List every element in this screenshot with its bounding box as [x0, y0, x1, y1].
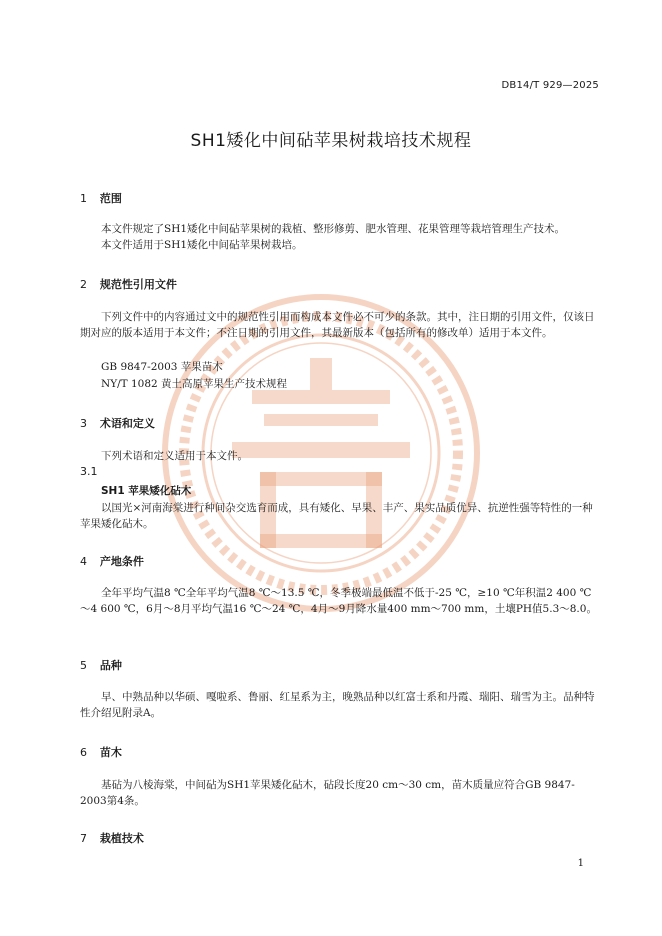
- section-5-heading: [80, 657, 122, 673]
- section-title: 栽植技术: [99, 832, 144, 845]
- section-number: 1: [80, 192, 87, 205]
- document-title: SH1矮化中间砧苹果树栽培技术规程: [190, 131, 472, 151]
- section-3-heading: [80, 415, 155, 431]
- section-7-heading: [80, 830, 144, 846]
- page-number: 1: [577, 858, 584, 869]
- section-3-paragraph: 下列术语和定义适用于本文件。: [101, 450, 248, 462]
- section-title: 术语和定义: [99, 417, 155, 430]
- section-6-paragraph: 基砧为八棱海棠，中间砧为SH1苹果矮化砧木，砧段长度20 cm～30 cm，苗木质量应符合GB 9847-2003第4条。: [80, 779, 575, 807]
- section-2-heading: [80, 276, 177, 292]
- section-2-paragraph: 下列文件中的内容通过文中的规范性引用而构成本文件必不可少的条款。其中，注日期的引用文件，仅该日期对应的版本适用于本文件；不注日期的引用文件，其最新版本（包括所有的修改单）适用于本文件。: [80, 311, 595, 339]
- section-title: 品种: [99, 659, 122, 672]
- section-5-paragraph: 早、中熟品种以华硕、嘎啦系、鲁丽、红星系为主，晚熟品种以红富士系和丹霞、瑞阳、瑞雪为主。品种特性介绍见附录A。: [80, 691, 595, 719]
- section-number: 5: [80, 659, 87, 672]
- reference-item: NY/T 1082 黄土高原苹果生产技术规程: [101, 378, 288, 390]
- section-4-heading: [80, 553, 144, 569]
- term-number: 3.1: [80, 465, 98, 478]
- section-6-heading: [80, 744, 122, 760]
- section-number: 3: [80, 417, 87, 430]
- section-number: 4: [80, 555, 87, 568]
- section-title: 规范性引用文件: [99, 278, 177, 291]
- term-definition: 以国光×河南海棠进行种间杂交选育而成，具有矮化、早果、丰产、果实品质优异、抗逆性强等特性的一种苹果矮化砧木。: [80, 502, 593, 530]
- section-title: 产地条件: [99, 555, 144, 568]
- section-title: 范围: [99, 192, 122, 205]
- section-number: 6: [80, 746, 87, 759]
- section-number: 2: [80, 278, 87, 291]
- document-code: DB14/T 929—2025: [501, 80, 599, 91]
- section-1-heading: [80, 190, 122, 206]
- section-number: 7: [80, 832, 87, 845]
- section-4-paragraph: 全年平均气温8 ℃全年平均气温8 ℃～13.5 ℃，冬季极端最低温不低于-25 ℃，≥10 ℃年积温2 400 ℃～4 600 ℃，6月～8月平均气温16 ℃～24 ℃，4月～9月降水量400 mm～700 mm，土壤PH值5.3～8.0。: [80, 587, 597, 615]
- section-title: 苗木: [99, 746, 122, 759]
- term-name: SH1 苹果矮化砧木: [101, 485, 192, 497]
- section-1-paragraph-1: 本文件规定了SH1矮化中间砧苹果树的栽植、整形修剪、肥水管理、花果管理等栽培管理生产技术。: [101, 223, 566, 235]
- section-1-paragraph-2: 本文件适用于SH1矮化中间砧苹果树栽培。: [101, 239, 303, 251]
- reference-item: GB 9847-2003 苹果苗木: [101, 361, 223, 373]
